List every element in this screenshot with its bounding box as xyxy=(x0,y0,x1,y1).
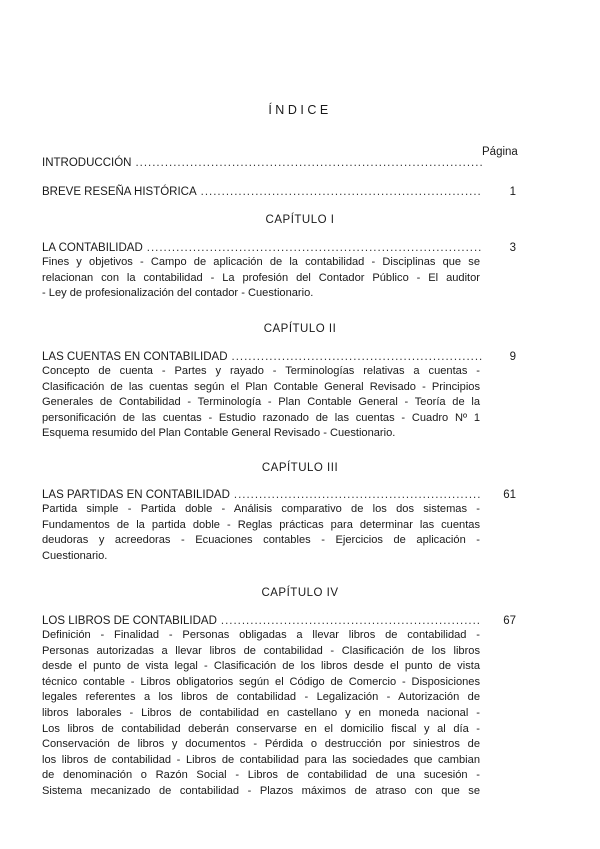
summary-line: de denominación o Razón Social - Libros de contabilidad de una sucesión - xyxy=(42,769,480,782)
toc-entry-page: 1 xyxy=(509,186,516,198)
toc-entry-label: BREVE RESEÑA HISTÓRICA xyxy=(42,186,197,198)
summary-line: Sistema mecanizado de contabilidad - Plazos máximos de atraso con que se xyxy=(42,784,480,797)
summary-line: Personas autorizadas a llevar libros de contabilidad - Clasificación de los libros xyxy=(42,644,480,657)
summary-line: relacionan con la contabilidad - La profesión del Contador Público - El auditor xyxy=(42,271,480,284)
toc-entry-page: 3 xyxy=(509,242,516,254)
summary-line: desde el punto de vista legal - Clasificación de los libros desde el punto de vista xyxy=(42,660,480,673)
summary-line: Generales de Contabilidad - Terminología - Plan Contable General - Teoría de la xyxy=(42,396,480,409)
chapter-4-heading: CAPÍTULO IV xyxy=(261,587,339,599)
summary-line: libros laborales - Libros de contabilidad en castellano y en moneda nacional - xyxy=(42,706,480,719)
summary-line: Concepto de cuenta - Partes y rayado - Terminologías relativas a cuentas - xyxy=(42,365,480,377)
summary-line: deudoras y acreedoras - Ecuaciones contables - Ejercicios de aplicación - xyxy=(42,534,480,547)
toc-entry-page: 67 xyxy=(503,615,516,627)
summary-line: Partida simple - Partida doble - Análisis comparativo de los dos sistemas - xyxy=(42,503,480,515)
dot-leader xyxy=(147,242,482,254)
toc-entry-label: LOS LIBROS DE CONTABILIDAD xyxy=(42,615,217,627)
summary-line: - Ley de profesionalización del contador - Cuestionario. xyxy=(42,287,314,300)
chapter-3-heading: CAPÍTULO III xyxy=(261,462,339,474)
dot-leader xyxy=(234,489,482,501)
summary-line: legales referentes a los libros de contabilidad - Legalización - Autorización de xyxy=(42,691,480,704)
summary-line: Los libros de contabilidad deberán conservarse en el domicilio fiscal y al día - xyxy=(42,722,480,735)
dot-leader xyxy=(201,186,482,198)
dot-leader xyxy=(232,351,482,363)
page-column-header: Página xyxy=(482,146,518,158)
toc-entry-page: 61 xyxy=(503,489,516,501)
chapter-1-summary xyxy=(42,255,480,302)
summary-line: técnico contable - Libros obligatorios según el Código de Comercio - Disposiciones xyxy=(42,675,480,688)
toc-entry-label: LAS CUENTAS EN CONTABILIDAD xyxy=(42,351,228,363)
toc-entry-label: LAS PARTIDAS EN CONTABILIDAD xyxy=(42,489,230,501)
summary-line: los libros de contabilidad - Libros de contabilidad para las sociedades que cambian xyxy=(42,753,480,766)
summary-line: Esquema resumido del Plan Contable General Revisado - Cuestionario. xyxy=(42,427,396,440)
index-title: ÍNDICE xyxy=(268,103,332,117)
toc-entry-label: LA CONTABILIDAD xyxy=(42,242,143,254)
summary-line: Definición - Finalidad - Personas obligadas a llevar libros de contabilidad - xyxy=(42,629,480,641)
toc-entry-chapter-2 xyxy=(42,351,516,363)
summary-line: Fundamentos de la partida doble - Reglas prácticas para determinar las cuentas xyxy=(42,518,480,531)
toc-entry-introduccion xyxy=(42,157,516,169)
chapter-4-summary xyxy=(42,628,480,800)
dot-leader xyxy=(135,157,482,169)
chapter-3-summary xyxy=(42,502,480,564)
toc-entry-page: 9 xyxy=(509,351,516,363)
summary-line: Clasificación de las cuentas según el Plan Contable General Revisado - Principios xyxy=(42,380,480,393)
chapter-1-heading: CAPÍTULO I xyxy=(265,214,335,226)
summary-line: personificación de las cuentas - Estudio razonado de las cuentas - Cuadro Nº 1 xyxy=(42,411,480,424)
chapter-2-heading: CAPÍTULO II xyxy=(263,323,337,335)
toc-entry-resena xyxy=(42,186,516,198)
summary-line: Cuestionario. xyxy=(42,549,108,562)
toc-entry-chapter-3 xyxy=(42,489,516,501)
chapter-2-summary xyxy=(42,364,480,442)
toc-entry-chapter-1 xyxy=(42,242,516,254)
dot-leader xyxy=(221,615,482,627)
summary-line: Conservación de libros y documentos - Pérdida o destrucción por siniestros de xyxy=(42,738,480,751)
toc-entry-label: INTRODUCCIÓN xyxy=(42,157,132,169)
toc-entry-chapter-4 xyxy=(42,615,516,627)
summary-line: Fines y objetivos - Campo de aplicación de la contabilidad - Disciplinas que se xyxy=(42,256,480,268)
